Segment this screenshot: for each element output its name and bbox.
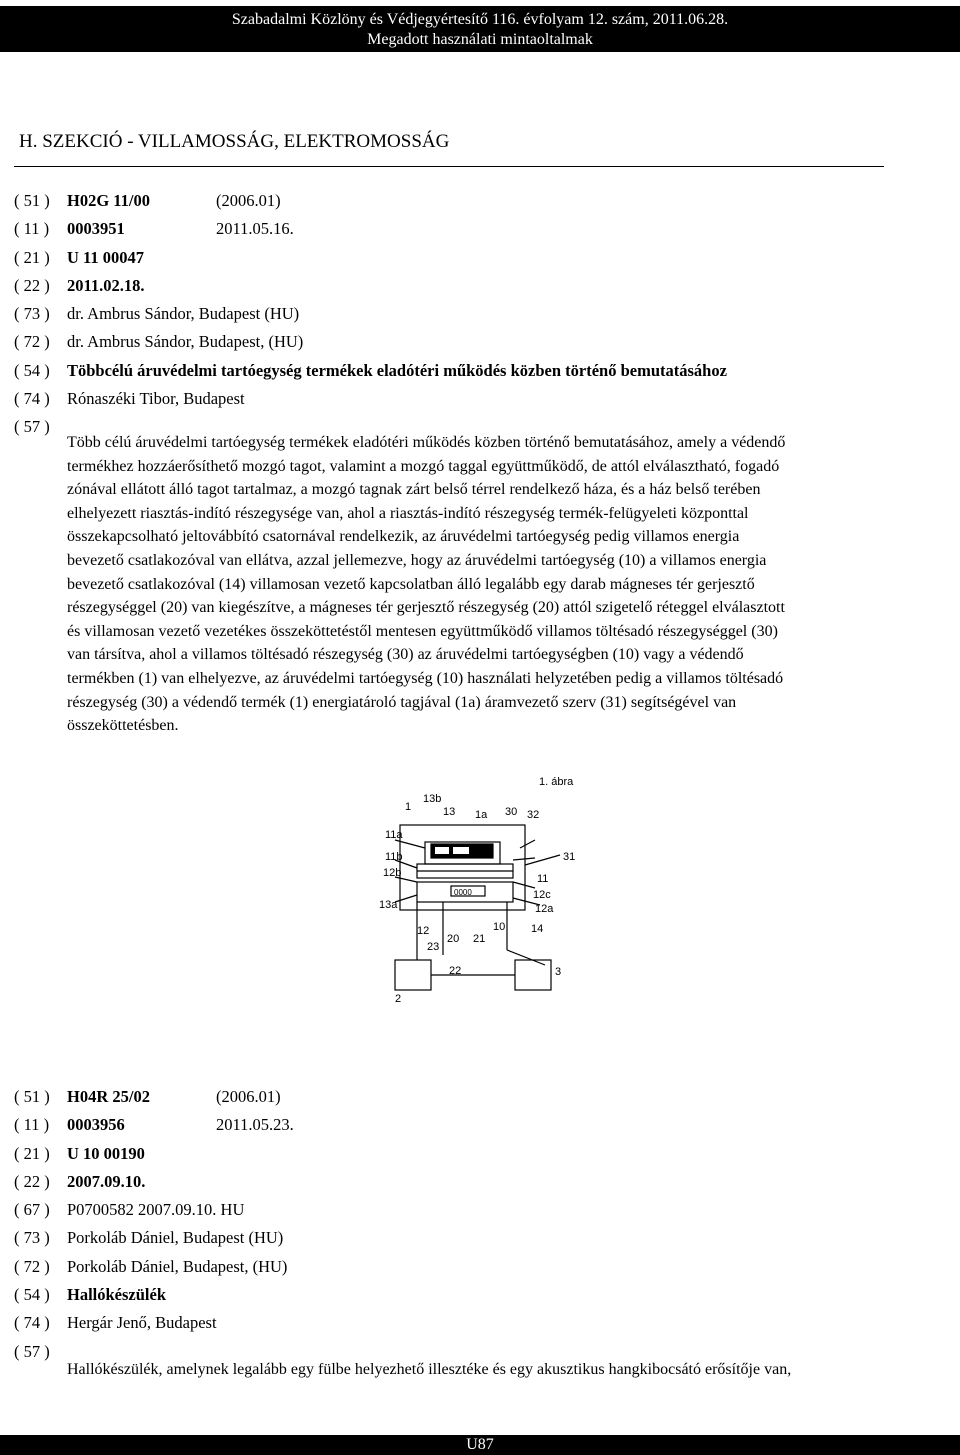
field-extra: (2006.01): [216, 191, 281, 210]
field-value: dr. Ambrus Sándor, Budapest, (HU): [67, 332, 304, 352]
abstract-line: Hallókészülék, amelynek legalább egy fülbe helyezhető illesztéke és egy akusztikus hangkibocsátó erősítője van,: [67, 1361, 792, 1378]
abstract-line: részegységgel (20) van kiegészítve, a mágneses tér gerjesztő részegység (20) attól szigetelő réteggel elválasztott: [67, 599, 785, 617]
field-code: ( 72 ): [14, 1256, 50, 1276]
figure-box-3: [515, 960, 551, 990]
field-value: H02G 11/00: [67, 191, 150, 210]
field-value: dr. Ambrus Sándor, Budapest (HU): [67, 304, 300, 324]
figure-label: 1a: [475, 809, 488, 821]
field-value: 0003951: [67, 219, 125, 239]
field-value: P0700582 2007.09.10. HU: [67, 1200, 245, 1220]
gazette-section: Megadott használati mintaoltalmak: [367, 31, 593, 48]
abstract-line: bevezető csatlakozóval van ellátva, azzal jellemezve, hogy az áruvédelmi tartóegység (10) a villamos energia: [67, 551, 767, 569]
field-code: ( 22 ): [14, 1171, 50, 1191]
field-value: 2007.09.10.: [67, 1171, 146, 1191]
abstract-line: van társítva, ahol a villamos töltésadó részegység (30) az áruvédelmi tartóegységben (10) vagy a védendő: [67, 646, 744, 664]
figure-label: 31: [563, 851, 576, 863]
field-code: ( 21 ): [14, 247, 50, 267]
field-code: ( 72 ): [14, 332, 50, 352]
field-value: U 11 00047: [67, 247, 145, 267]
figure-outer-housing: [400, 825, 525, 910]
field-code: ( 21 ): [14, 1143, 50, 1163]
section-divider: [14, 166, 884, 167]
field-code: ( 57 ): [14, 1341, 50, 1361]
figure-label: 11a: [385, 829, 403, 841]
field-code: ( 74 ): [14, 389, 50, 409]
patent-figure-1: [355, 770, 615, 1010]
field-code: ( 51 ): [14, 191, 50, 210]
figure-label: 30: [505, 806, 518, 818]
figure-label: 23: [427, 941, 440, 953]
figure-label: 2: [395, 993, 402, 1005]
section-title: H. SZEKCIÓ - VILLAMOSSÁG, ELEKTROMOSSÁG: [19, 131, 450, 152]
abstract-line: és villamosan vezető vezetékes összeköttetéstől mentesen együttműködő villamos töltésadó részegységgel (30): [67, 622, 778, 640]
figure-label: 1: [405, 801, 412, 813]
figure-label: 10: [493, 921, 506, 933]
field-extra: (2006.01): [216, 1087, 281, 1106]
field-code: ( 74 ): [14, 1313, 50, 1333]
field-code: ( 57 ): [14, 417, 50, 437]
figure-label: 20: [447, 933, 460, 945]
field-value: Porkoláb Dániel, Budapest, (HU): [67, 1256, 288, 1276]
field-value: Rónaszéki Tibor, Budapest: [67, 389, 245, 409]
field-code: ( 67 ): [14, 1200, 50, 1220]
abstract-line: részegység (30) a védendő termék (1) energiatároló tagjával (1a) áramvezető szerv (31) segítségével van: [67, 693, 737, 711]
figure-label: 13b: [423, 793, 442, 805]
field-code: ( 11 ): [14, 1115, 50, 1135]
figure-label: 21: [473, 933, 486, 945]
field-code: ( 54 ): [14, 360, 50, 380]
field-code: ( 73 ): [14, 304, 50, 324]
figure-label: 12: [417, 925, 430, 937]
figure-label: 12a: [535, 903, 554, 915]
abstract-line: elhelyezett riasztás-indító részegysége van, ahol a riasztás-indító részegység termék-felügyeleti központtal: [67, 504, 749, 522]
figure-label: 13a: [379, 899, 398, 911]
field-code: ( 11 ): [14, 219, 50, 239]
field-code: ( 73 ): [14, 1228, 50, 1248]
field-code: ( 51 ): [14, 1087, 50, 1106]
field-value: U 10 00190: [67, 1143, 145, 1163]
figure-label: 13: [443, 806, 456, 818]
gazette-header: [0, 6, 960, 52]
abstract-line: termékben (1) van elhelyezve, az áruvédelmi tartóegység (10) használati helyzetében pedig a villamos töltésadó: [67, 669, 784, 687]
figure-label: 14: [531, 923, 544, 935]
figure-box-2: [395, 960, 431, 990]
figure-caption: 1. ábra: [539, 776, 574, 788]
abstract-line: összekapcsolható jeltovábbító csatornával rendelkezik, az áruvédelmi tartóegység pedig villamos energia: [67, 528, 740, 546]
figure-label: 12b: [383, 867, 402, 879]
figure-coil-label: 0000: [454, 888, 472, 897]
abstract-line: termékhez hozzáerősíthető mozgó tagot, valamint a mozgó taggal együttműködő, de attól elválasztható, fogadó: [67, 457, 780, 475]
entry-1-abstract: [67, 431, 897, 738]
field-value: Többcélú áruvédelmi tartóegység termékek eladótéri működés közben történő bemutatásához: [67, 360, 727, 380]
figure-label: 12c: [533, 889, 551, 901]
field-code: ( 22 ): [14, 275, 50, 295]
figure-label: 22: [449, 965, 462, 977]
field-extra: 2011.05.23.: [216, 1115, 294, 1135]
abstract-line: összeköttetésben.: [67, 717, 179, 735]
field-value: 2011.02.18.: [67, 275, 145, 295]
figure-label: 32: [527, 809, 540, 821]
abstract-line: zónával ellátott álló tagot tartalmaz, a mozgó tagnak zárt belső térrel rendelkező háza, és a ház belső terében: [67, 481, 761, 499]
field-value: H04R 25/02: [67, 1087, 150, 1106]
figure-label: 11: [537, 873, 549, 885]
page-number: U87: [0, 1435, 960, 1455]
field-extra: 2011.05.16.: [216, 219, 294, 239]
figure-label: 11b: [385, 851, 403, 863]
field-value: Hergár Jenő, Budapest: [67, 1313, 217, 1333]
gazette-title: Szabadalmi Közlöny és Védjegyértesítő 116. évfolyam 12. szám, 2011.06.28.: [231, 11, 729, 28]
field-value: Hallókészülék: [67, 1285, 167, 1305]
abstract-line: Több célú áruvédelmi tartóegység termékek eladótéri működés közben történő bemutatásához, amely a védendő: [67, 434, 786, 451]
field-code: ( 54 ): [14, 1285, 50, 1305]
field-value: 0003956: [67, 1115, 125, 1135]
figure-label: 3: [555, 966, 562, 978]
entry-2-abstract: [67, 1358, 897, 1382]
field-value: Porkoláb Dániel, Budapest (HU): [67, 1228, 284, 1248]
abstract-line: bevezető csatlakozóval (14) villamosan vezető kapcsolatban álló legalább egy darab mágneses tér gerjesztő: [67, 575, 755, 593]
